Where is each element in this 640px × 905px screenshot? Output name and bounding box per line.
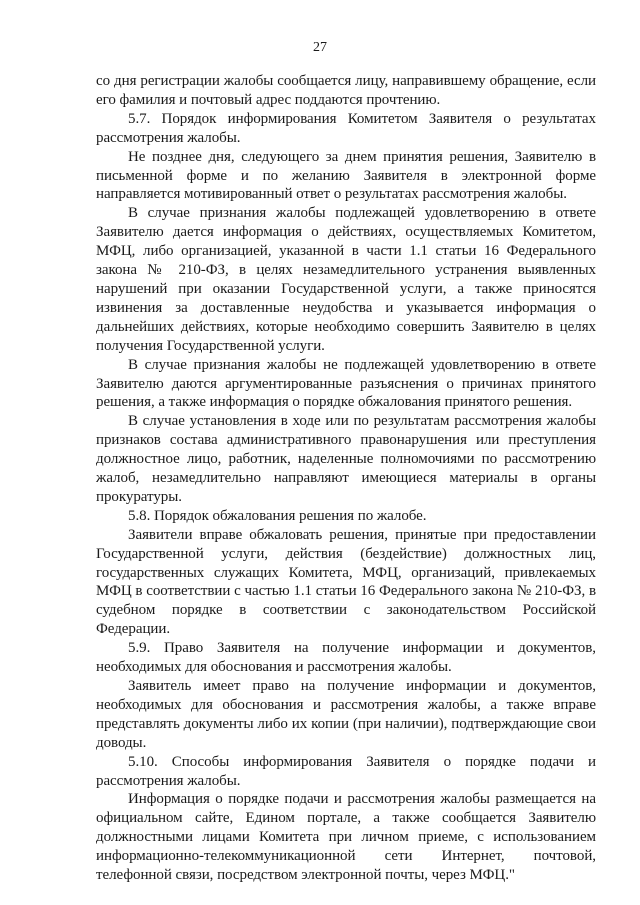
page-number: 27 [313, 40, 327, 55]
document-body [96, 72, 596, 885]
section-heading-5-9: 5.9. Право Заявителя на получение информации и документов, необходимых для обоснования и рассмотрения жалобы. [96, 640, 596, 676]
paragraph: В случае признания жалобы не подлежащей удовлетворению в ответе Заявителю даются аргументированные разъяснения о причинах принятого решения, а также информация о порядке обжалования принятого решения. [96, 356, 596, 411]
paragraph: Заявители вправе обжаловать решения, принятые при предоставлении Государственной услуги, действия (бездействие) должностных лиц, государственных служащих Комитета, МФЦ, организаций, привлекаемых МФЦ в соответствии с частью 1.1 статьи 16 Федерального закона № 210-ФЗ, в судебном порядке в соответствии с законодательством Российской Федерации. [96, 526, 596, 638]
section-heading-5-8: 5.8. Порядок обжалования решения по жалобе. [128, 507, 427, 524]
paragraph: Заявитель имеет право на получение информации и документов, необходимых для обоснования и рассмотрения жалобы, а также вправе представлять документы либо их копии (при наличии), подтверждающие свои доводы. [96, 678, 596, 751]
paragraph: В случае признания жалобы подлежащей удовлетворению в ответе Заявителю дается информация о действиях, осуществляемых Комитетом, МФЦ, либо организацией, указанной в части 1.1 статьи 16 Федерального закона № 210-ФЗ, в целях незамедлительного устранения выявленных нарушений при оказании Государственной услуги, а также приносятся извинения за доставленные неудобства и указывается информация о дальнейших действиях, которые необходимо совершить Заявителю в целях получения Государственной услуги. [96, 205, 596, 354]
paragraph: Не позднее дня, следующего за днем принятия решения, Заявителю в письменной форме и по желанию Заявителя в электронной форме направляется мотивированный ответ о результатах рассмотрения жалобы. [96, 148, 596, 203]
paragraph: Информация о порядке подачи и рассмотрения жалобы размещается на официальном сайте, Едином портале, а также сообщается Заявителю должностными лицами Комитета при личном приеме, с использованием информационно-телекоммуникационной сети Интернет, почтовой, телефонной связи, посредством электронной почты, через МФЦ." [96, 791, 596, 884]
section-heading-5-10: 5.10. Способы информирования Заявителя о порядке подачи и рассмотрения жалобы. [96, 753, 596, 789]
section-heading-5-7: 5.7. Порядок информирования Комитетом Заявителя о результатах рассмотрения жалобы. [96, 110, 596, 146]
paragraph: со дня регистрации жалобы сообщается лицу, направившему обращение, если его фамилия и почтовый адрес поддаются прочтению. [96, 73, 596, 108]
paragraph: В случае установления в ходе или по результатам рассмотрения жалобы признаков состава административного правонарушения или преступления должностное лицо, работник, наделенные полномочиями по рассмотрению жалоб, незамедлительно направляют имеющиеся материалы в органы прокуратуры. [96, 413, 596, 505]
